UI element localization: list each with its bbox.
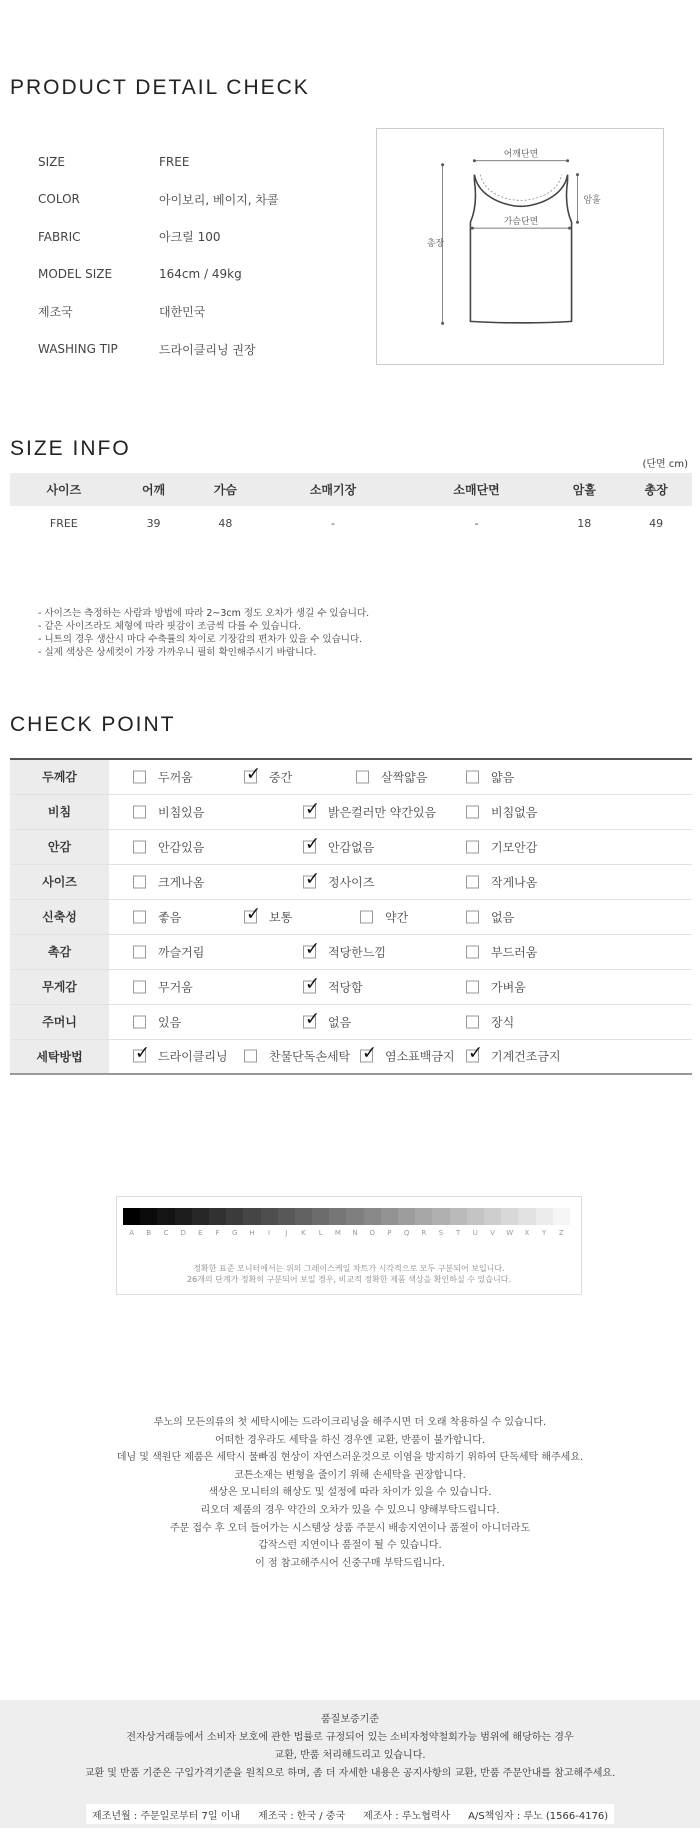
grayscale-letter: K xyxy=(301,1229,306,1237)
detail-key: MODEL SIZE xyxy=(38,267,113,282)
grayscale-note-line: 정확한 표준 모니터에서는 위의 그레이스케일 차트가 시각적으로 모두 구분되어 보입니다. xyxy=(193,1264,505,1273)
grayscale-letters xyxy=(123,1229,570,1237)
note-line: - 같은 사이즈라도 체형에 따라 핏감이 조금씩 다를 수 있습니다. xyxy=(38,621,302,632)
grayscale-letter: M xyxy=(334,1229,341,1237)
chest-label: 가슴단면 xyxy=(503,217,539,228)
size-header-cell: 총장 xyxy=(620,473,692,506)
grayscale-letter: R xyxy=(421,1229,427,1237)
grayscale-swatch xyxy=(398,1208,415,1225)
size-header-cell: 암홀 xyxy=(548,473,620,506)
detail-row xyxy=(38,218,338,256)
check-option[interactable] xyxy=(303,798,437,820)
checkbox[interactable] xyxy=(466,805,479,818)
checkbox[interactable] xyxy=(303,833,321,854)
checkbox[interactable] xyxy=(244,763,262,785)
grayscale-letter: S xyxy=(438,1229,444,1237)
grayscale-letter: G xyxy=(232,1229,238,1237)
grayscale-swatch xyxy=(364,1208,381,1225)
detail-key: 제조국 xyxy=(38,305,73,320)
checkbox[interactable] xyxy=(133,805,146,818)
check-option-label: 약간 xyxy=(385,910,409,924)
grayscale-letter: B xyxy=(146,1229,152,1237)
detail-key: COLOR xyxy=(38,192,80,207)
detail-row xyxy=(38,143,338,181)
grayscale-swatch xyxy=(209,1208,226,1225)
check-option[interactable] xyxy=(466,1013,514,1030)
checkbox[interactable] xyxy=(303,938,321,959)
grayscale-swatch xyxy=(432,1208,449,1225)
check-option-label: 밝은컬러만 약간있음 xyxy=(328,805,437,819)
grayscale-swatch xyxy=(123,1208,140,1225)
grayscale-letter: F xyxy=(215,1229,220,1237)
check-option[interactable] xyxy=(303,938,386,960)
check-option-label: 무거움 xyxy=(158,980,193,994)
detail-row xyxy=(38,181,338,219)
care-line: 코튼소재는 변형을 줄이기 위해 손세탁을 권장합니다. xyxy=(234,1469,466,1481)
check-option[interactable] xyxy=(466,803,537,820)
check-option-label: 정사이즈 xyxy=(328,875,375,889)
grayscale-letter: E xyxy=(198,1229,203,1237)
grayscale-swatch xyxy=(467,1208,484,1225)
size-unit-note: (단면 cm) xyxy=(642,459,688,470)
check-option-label: 없음 xyxy=(328,1015,352,1029)
check-point-label: 사이즈 xyxy=(10,864,109,899)
check-option[interactable] xyxy=(133,1013,181,1030)
check-option-label: 기계건조금지 xyxy=(491,1049,561,1064)
grayscale-strip xyxy=(123,1208,570,1225)
detail-value: FREE xyxy=(159,154,190,169)
grayscale-letter: U xyxy=(472,1229,478,1237)
garment-outline xyxy=(470,175,571,323)
detail-key: FABRIC xyxy=(38,229,81,244)
grayscale-letter: Z xyxy=(558,1229,564,1237)
check-option[interactable] xyxy=(466,943,537,960)
size-cell: - xyxy=(331,516,336,530)
grayscale-letter: N xyxy=(352,1229,358,1237)
care-line: 이 점 참고해주시어 신중구매 부탁드립니다. xyxy=(255,1557,445,1569)
check-mark-icon: ✓ xyxy=(468,1042,484,1064)
grayscale-swatch xyxy=(501,1208,518,1225)
check-option[interactable] xyxy=(133,803,204,820)
care-instructions xyxy=(0,1414,700,1572)
check-mark-icon: ✓ xyxy=(246,763,262,785)
check-point-label: 안감 xyxy=(10,829,109,864)
footer-info-item: 제조국 : 한국 / 중국 xyxy=(258,1810,346,1822)
checkbox[interactable] xyxy=(244,903,262,924)
check-point-row xyxy=(10,1004,692,1039)
check-option[interactable] xyxy=(466,1042,561,1065)
checkbox[interactable] xyxy=(133,770,146,783)
detail-value: 아크릴 100 xyxy=(159,230,221,245)
size-header-cell: 소매기장 xyxy=(261,473,405,506)
checkbox[interactable] xyxy=(133,980,146,993)
grayscale-letter: A xyxy=(129,1229,134,1237)
check-option-label: 살짝얇음 xyxy=(381,770,428,785)
check-mark-icon: ✓ xyxy=(305,938,321,959)
size-header-cell: 소매단면 xyxy=(405,473,549,506)
grayscale-letter: T xyxy=(456,1229,461,1237)
note-line: - 실제 색상은 상세컷이 가장 가까우니 필히 확인해주시기 바랍니다. xyxy=(38,647,317,658)
detail-value: 164cm / 49kg xyxy=(159,267,242,282)
check-mark-icon: ✓ xyxy=(305,868,321,889)
grayscale-swatch xyxy=(226,1208,243,1225)
check-point-row xyxy=(10,759,692,794)
footer-text xyxy=(0,1700,700,1783)
size-header-cell: 가슴 xyxy=(189,473,261,506)
checkbox[interactable] xyxy=(466,980,479,993)
check-mark-icon: ✓ xyxy=(246,903,262,924)
footer-line: 전자상거래등에서 소비자 보호에 관한 법률로 규정되어 있는 소비자청약철회가능 범위에 해당하는 경우 xyxy=(126,1732,574,1743)
check-option-label: 좋음 xyxy=(158,910,182,924)
check-option-label: 찬물단독손세탁 xyxy=(269,1049,351,1064)
grayscale-swatch xyxy=(140,1208,157,1225)
detail-row xyxy=(38,293,338,331)
grayscale-letter: P xyxy=(387,1229,392,1237)
check-option[interactable] xyxy=(466,908,514,925)
grayscale-swatch xyxy=(329,1208,346,1225)
size-notes xyxy=(38,607,369,659)
checkbox[interactable] xyxy=(133,1015,146,1028)
grayscale-swatch xyxy=(295,1208,312,1225)
check-point-options xyxy=(109,899,692,934)
check-option-label: 없음 xyxy=(491,910,515,924)
check-point-options xyxy=(109,934,692,969)
checkbox[interactable] xyxy=(466,840,479,853)
grayscale-swatch xyxy=(553,1208,570,1225)
checkbox[interactable] xyxy=(466,945,479,958)
care-line: 색상은 모니터의 해상도 및 설정에 따라 차이가 있을 수 있습니다. xyxy=(208,1487,492,1499)
grayscale-letter: H xyxy=(249,1229,255,1237)
check-option[interactable] xyxy=(303,833,375,855)
check-point-table xyxy=(10,758,692,1075)
check-option-label: 두꺼움 xyxy=(158,770,193,785)
size-diagram xyxy=(376,128,664,365)
grayscale-swatch xyxy=(243,1208,260,1225)
check-option-label: 드라이클리닝 xyxy=(158,1049,228,1064)
footer-line: 품질보증기준 xyxy=(321,1714,379,1725)
grayscale-swatch xyxy=(518,1208,535,1225)
size-header-cell: 사이즈 xyxy=(10,473,118,506)
check-option-label: 적당한느낌 xyxy=(328,945,386,959)
check-option[interactable] xyxy=(360,1042,455,1065)
check-option[interactable] xyxy=(133,1042,228,1065)
grayscale-note xyxy=(117,1263,581,1285)
grayscale-swatch xyxy=(278,1208,295,1225)
tank-top-diagram xyxy=(377,129,663,364)
grayscale-letter: L xyxy=(318,1229,323,1237)
checkbox[interactable] xyxy=(133,1042,151,1064)
check-mark-icon: ✓ xyxy=(362,1042,378,1064)
size-table xyxy=(10,473,692,540)
grayscale-swatch xyxy=(415,1208,432,1225)
grayscale-letter: Q xyxy=(403,1229,410,1237)
check-option-label: 얇음 xyxy=(491,770,515,785)
grayscale-chart xyxy=(116,1196,582,1295)
grayscale-letter: D xyxy=(180,1229,186,1237)
grayscale-letter: V xyxy=(490,1229,495,1237)
check-mark-icon: ✓ xyxy=(305,833,321,854)
check-option[interactable] xyxy=(244,763,293,785)
check-option[interactable] xyxy=(133,838,204,855)
check-option-label: 비침있음 xyxy=(158,805,205,819)
check-option-label: 염소표백금지 xyxy=(385,1049,455,1064)
product-detail-title: PRODUCT DETAIL CHECK xyxy=(10,76,310,99)
grayscale-letter: I xyxy=(268,1229,271,1237)
check-point-options xyxy=(109,1004,692,1039)
check-option[interactable] xyxy=(466,768,514,785)
check-option-label: 보통 xyxy=(269,910,293,924)
checkbox[interactable] xyxy=(133,875,146,888)
checkbox[interactable] xyxy=(466,1015,479,1028)
checkbox[interactable] xyxy=(356,770,369,783)
check-point-label: 세탁방법 xyxy=(10,1039,109,1074)
check-point-label: 두께감 xyxy=(10,759,109,794)
check-mark-icon: ✓ xyxy=(305,973,321,994)
grayscale-letter: W xyxy=(506,1229,514,1237)
footer-info-bar xyxy=(86,1804,614,1824)
grayscale-swatch xyxy=(312,1208,329,1225)
footer-line: 교환, 반품 처리해드리고 있습니다. xyxy=(274,1750,426,1761)
check-option[interactable] xyxy=(303,1008,352,1030)
check-point-label: 신축성 xyxy=(10,899,109,934)
check-option-label: 안감없음 xyxy=(328,840,375,854)
grayscale-swatch xyxy=(536,1208,553,1225)
check-point-options xyxy=(109,759,692,794)
armhole-label: 암홀 xyxy=(583,195,601,206)
checkbox[interactable] xyxy=(244,1050,257,1063)
grayscale-swatch xyxy=(261,1208,278,1225)
check-point-title: CHECK POINT xyxy=(10,713,176,736)
check-option-label: 가벼움 xyxy=(491,980,526,994)
size-cell: 48 xyxy=(218,516,233,530)
check-option[interactable] xyxy=(244,903,293,925)
size-table-row xyxy=(10,506,692,540)
check-option[interactable] xyxy=(133,943,204,960)
care-line: 주문 접수 후 오더 들어가는 시스템상 상품 주문시 배송지연이나 품절이 아니더라도 xyxy=(169,1522,531,1534)
check-option[interactable] xyxy=(133,908,181,925)
check-point-options xyxy=(109,1039,692,1074)
check-point-row xyxy=(10,794,692,829)
size-table-header xyxy=(10,473,692,506)
size-cell: 18 xyxy=(577,516,592,530)
check-option-label: 까슬거림 xyxy=(158,945,205,959)
checkbox[interactable] xyxy=(466,770,479,783)
check-option-label: 안감있음 xyxy=(158,840,205,854)
detail-key: WASHING TIP xyxy=(38,342,118,357)
check-option[interactable] xyxy=(133,768,193,785)
check-option[interactable] xyxy=(303,973,363,995)
check-option-label: 크게나옴 xyxy=(158,875,205,889)
detail-value: 아이보리, 베이지, 차콜 xyxy=(159,192,279,207)
check-point-label: 촉감 xyxy=(10,934,109,969)
care-line: 갑작스런 지연이나 품절이 될 수 있습니다. xyxy=(258,1540,442,1552)
checkbox[interactable] xyxy=(133,840,146,853)
check-option[interactable] xyxy=(303,868,375,890)
check-option[interactable] xyxy=(466,838,537,855)
check-option-label: 기모안감 xyxy=(491,840,538,854)
checkbox[interactable] xyxy=(303,973,321,994)
checkbox[interactable] xyxy=(466,875,479,888)
footer-info-item: A/S책임자 : 루노 (1566-4176) xyxy=(468,1810,609,1822)
check-mark-icon: ✓ xyxy=(135,1042,151,1064)
check-point-label: 비침 xyxy=(10,794,109,829)
check-point-row xyxy=(10,864,692,899)
checkbox[interactable] xyxy=(360,1042,378,1064)
detail-value: 대한민국 xyxy=(159,305,206,320)
check-point-row xyxy=(10,899,692,934)
size-cell: - xyxy=(474,516,479,530)
check-point-label: 무게감 xyxy=(10,969,109,1004)
check-option[interactable] xyxy=(360,908,408,925)
footer-line: 교환 및 반품 기준은 구입가격기준을 원칙으로 하며, 좀 더 자세한 내용은 공지사항의 교환, 반품 주문안내를 참고해주세요. xyxy=(84,1768,616,1779)
checkbox[interactable] xyxy=(133,910,146,923)
checkbox[interactable] xyxy=(360,910,373,923)
grayscale-letter: J xyxy=(285,1229,288,1237)
footer-info-item: 제조년월 : 주문일로부터 7일 이내 xyxy=(92,1810,241,1822)
grayscale-swatch xyxy=(381,1208,398,1225)
grayscale-letter: X xyxy=(524,1229,530,1237)
grayscale-swatch xyxy=(346,1208,363,1225)
shoulder-label: 어깨단면 xyxy=(503,149,539,160)
grayscale-letter: Y xyxy=(541,1229,547,1237)
detail-value: 드라이클리닝 권장 xyxy=(159,342,256,357)
note-line: - 사이즈는 측정하는 사람과 방법에 따라 2~3cm 정도 오차가 생길 수 있습니다. xyxy=(38,608,370,619)
care-line: 루노의 모든의류의 첫 세탁시에는 드라이크리닝을 해주시면 더 오래 착용하실 수 있습니다. xyxy=(153,1417,547,1428)
quality-footer xyxy=(0,1700,700,1828)
checkbox[interactable] xyxy=(303,1008,321,1029)
check-option[interactable] xyxy=(466,978,526,995)
detail-key: SIZE xyxy=(38,154,65,169)
check-option-label: 있음 xyxy=(158,1015,182,1029)
grayscale-letter: C xyxy=(163,1229,169,1237)
check-option[interactable] xyxy=(133,873,204,890)
checkbox[interactable] xyxy=(133,945,146,958)
check-point-options xyxy=(109,829,692,864)
note-line: - 니트의 경우 생산시 마다 수축률의 차이로 기장감의 편차가 있을 수 있습니다. xyxy=(38,634,363,645)
size-info-title: SIZE INFO xyxy=(10,437,131,460)
check-point-options xyxy=(109,969,692,1004)
check-option[interactable] xyxy=(466,873,537,890)
care-line: 리오더 제품의 경우 약간의 오차가 있을 수 있으니 양해부탁드립니다. xyxy=(200,1504,500,1516)
care-line: 어떠한 경우라도 세탁을 하신 경우엔 교환, 반품이 불가합니다. xyxy=(214,1434,486,1446)
check-point-options xyxy=(109,794,692,829)
check-option-label: 중간 xyxy=(269,770,293,785)
care-line: 데님 및 색원단 제품은 세탁시 물빠짐 현상이 자연스러운것으로 이염을 방지하기 위하여 단독세탁 해주세요. xyxy=(116,1452,584,1464)
checkbox[interactable] xyxy=(466,910,479,923)
check-option-label: 적당함 xyxy=(328,980,363,994)
check-point-row xyxy=(10,969,692,1004)
size-header-cell: 어깨 xyxy=(118,473,190,506)
check-option-label: 장식 xyxy=(491,1015,515,1029)
checkbox[interactable] xyxy=(303,868,321,889)
check-option-label: 비침없음 xyxy=(491,805,538,819)
grayscale-note-line: 26개의 단계가 정확히 구분되어 보일 경우, 비교적 정확한 제품 색상을 확인하실 수 있습니다. xyxy=(187,1275,511,1284)
size-cell: 49 xyxy=(649,516,664,530)
grayscale-swatch xyxy=(450,1208,467,1225)
check-point-row xyxy=(10,829,692,864)
grayscale-swatch xyxy=(192,1208,209,1225)
product-detail-table xyxy=(38,143,338,368)
grayscale-swatch xyxy=(175,1208,192,1225)
check-mark-icon: ✓ xyxy=(305,798,321,819)
grayscale-swatch xyxy=(484,1208,501,1225)
check-point-row xyxy=(10,1039,692,1074)
grayscale-swatch xyxy=(157,1208,174,1225)
check-option-label: 부드러움 xyxy=(491,945,538,959)
check-option-label: 작게나옴 xyxy=(491,875,538,889)
check-option[interactable] xyxy=(244,1048,350,1065)
check-point-label: 주머니 xyxy=(10,1004,109,1039)
check-point-options xyxy=(109,864,692,899)
check-option[interactable] xyxy=(133,978,193,995)
length-label: 총장 xyxy=(426,239,445,250)
size-cell: 39 xyxy=(146,516,161,530)
footer-info-item: 제조사 : 루노협력사 xyxy=(363,1810,451,1822)
detail-row xyxy=(38,331,338,369)
check-option[interactable] xyxy=(356,768,427,785)
checkbox[interactable] xyxy=(466,1042,484,1064)
size-cell: FREE xyxy=(49,516,78,530)
detail-row xyxy=(38,256,338,294)
check-point-row xyxy=(10,934,692,969)
check-mark-icon: ✓ xyxy=(305,1008,321,1029)
grayscale-letter: O xyxy=(369,1229,375,1237)
checkbox[interactable] xyxy=(303,798,321,819)
